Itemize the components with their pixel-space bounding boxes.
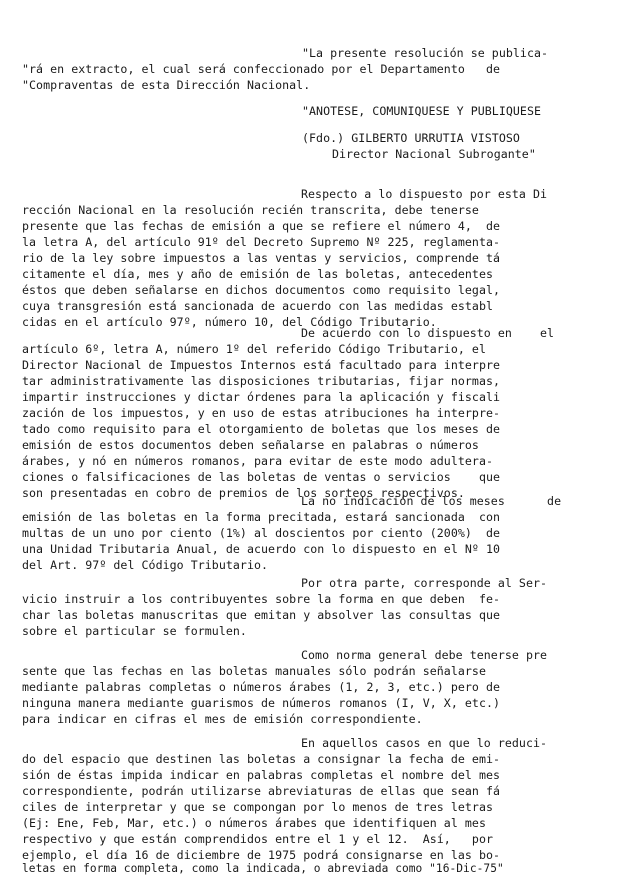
text-line: para indicar en cifras el mes de emisión correspondiente. <box>22 712 423 726</box>
text-line: éstos que deben señalarse en dichos documentos como requisito legal, <box>22 283 501 297</box>
text-line: vicio instruir a los contribuyentes sobre la forma en que deben fe- <box>22 592 501 606</box>
text-line: sión de éstas impida indicar en palabras completas el nombre del mes <box>22 768 501 782</box>
text-line: sobre el particular se formulen. <box>22 624 247 638</box>
text-line: del Art. 97º del Código Tributario. <box>22 558 269 572</box>
text-line: ninguna manera mediante guarismos de números romanos (I, V, X, etc.) <box>22 696 501 710</box>
text-line: "Compraventas de esta Dirección Nacional. <box>22 78 311 92</box>
text-line: emisión de estos documentos deben señalarse en palabras o números <box>22 438 479 452</box>
text-line: son presentadas en cobro de premios de los sorteos respectivos. <box>22 486 465 500</box>
text-line: De acuerdo con lo dispuesto en el <box>301 326 555 340</box>
text-line: do del espacio que destinen las boletas a consignar la fecha de emi- <box>22 752 501 766</box>
text-line: ejemplo, el día 16 de diciembre de 1975 podrá consignarse en las bo- <box>22 848 501 862</box>
text-line: letas en forma completa, como la indicada, o abreviada como "16-Dic-75" <box>22 862 504 875</box>
text-line: cuya transgresión está sancionada de acuerdo con las medidas establ <box>22 299 494 313</box>
text-line: ciones o falsificaciones de las boletas de ventas o servicios que <box>22 470 501 484</box>
text-line: char las boletas manuscritas que emitan y absolver las consultas que <box>22 608 501 622</box>
text-line: En aquellos casos en que lo reduci- <box>301 736 548 750</box>
text-line: sente que las fechas en las boletas manuales sólo podrán señalarse <box>22 664 486 678</box>
text-line: "La presente resolución se publica- <box>302 46 549 60</box>
text-line: Respecto a lo dispuesto por esta Di <box>301 187 548 201</box>
text-line: Como norma general debe tenerse pre <box>301 648 548 662</box>
text-line: Por otra parte, corresponde al Ser- <box>301 576 548 590</box>
anotese-line: "ANOTESE, COMUNIQUESE Y PUBLIQUESE <box>302 104 542 118</box>
text-line: rio de la ley sobre impuestos a las ventas y servicios, comprende tá <box>22 251 501 265</box>
text-line: árabes, y nó en números romanos, para evitar de este modo adultera- <box>22 454 494 468</box>
text-line: impartir instrucciones y dictar órdenes para la aplicación y fiscali <box>22 390 501 404</box>
text-line: artículo 6º, letra A, número 1º del referido Código Tributario, el <box>22 342 486 356</box>
text-line: la letra A, del artículo 91º del Decreto Supremo Nº 225, reglamenta- <box>22 235 501 249</box>
text-line: ciles de interpretar y que se compongan por lo menos de tres letras <box>22 800 494 814</box>
text-line: mediante palabras completas o números árabes (1, 2, 3, etc.) pero de <box>22 680 501 694</box>
text-line: respectivo y que están comprendidos entre el 1 y el 12. Así, por <box>22 832 494 846</box>
text-line: multas de un uno por ciento (1%) al doscientos por ciento (200%) de <box>22 526 501 540</box>
text-line: tado como requisito para el otorgamiento de boletas que los meses de <box>22 422 501 436</box>
text-line: presente que las fechas de emisión a que se refiere el número 4, de <box>22 219 501 233</box>
text-line: (Ej: Ene, Feb, Mar, etc.) o números árabes que identifiquen al mes <box>22 816 486 830</box>
text-line: tar administrativamente las disposiciones tributarias, fijar normas, <box>22 374 501 388</box>
text-line: cidas en el artículo 97º, número 10, del Código Tributario. <box>22 315 437 329</box>
text-line: La no indicación de los meses de <box>301 494 562 508</box>
text-line: rección Nacional en la resolución recién transcrita, debe tenerse <box>22 203 479 217</box>
signature-title: Director Nacional Subrogante" <box>332 147 536 161</box>
text-line: "rá en extracto, el cual será confeccionado por el Departamento de <box>22 62 501 76</box>
text-line: correspondiente, podrán utilizarse abreviaturas de ellas que sean fá <box>22 784 501 798</box>
text-line: citamente el día, mes y año de emisión de las boletas, antecedentes <box>22 267 494 281</box>
signature-name: (Fdo.) GILBERTO URRUTIA VISTOSO <box>302 131 520 145</box>
text-line: una Unidad Tributaria Anual, de acuerdo con lo dispuesto en el Nº 10 <box>22 542 501 556</box>
text-line: Director Nacional de Impuestos Internos está facultado para interpre <box>22 358 501 372</box>
text-line: zación de los impuestos, y en uso de estas atribuciones ha interpre- <box>22 406 501 420</box>
text-line: emisión de las boletas en la forma precitada, estará sancionada con <box>22 510 501 524</box>
